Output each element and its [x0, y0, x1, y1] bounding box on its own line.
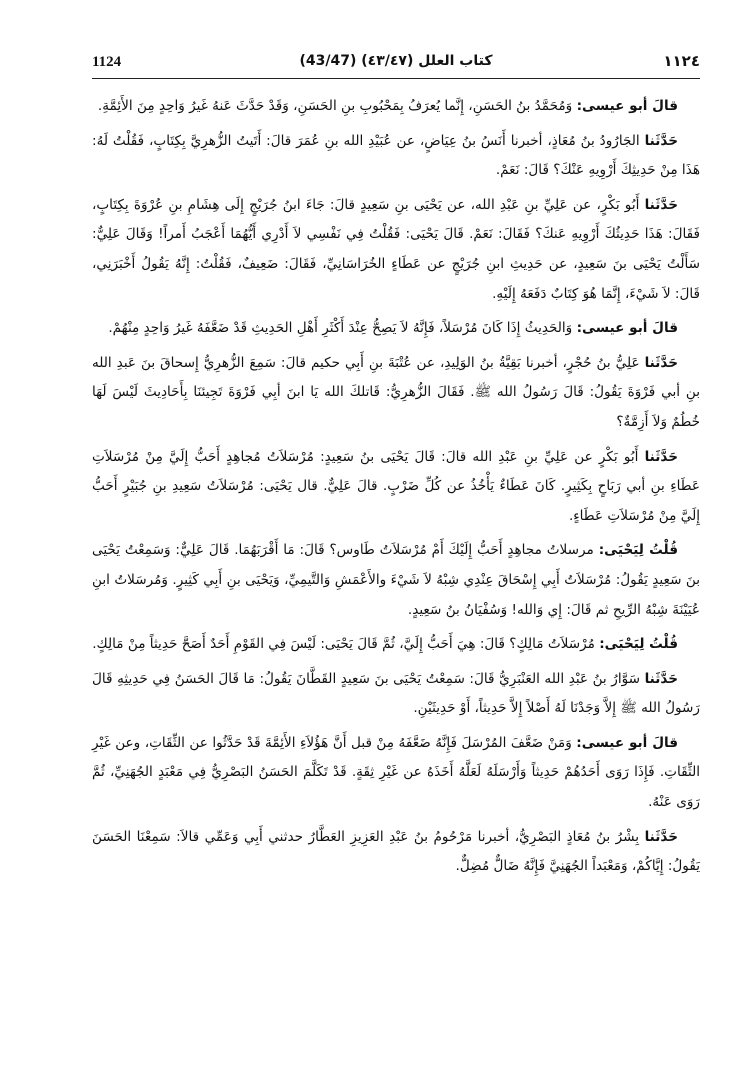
paragraph-text: أَبُو بَكْرٍ، عن عَلِيِّ بنِ عَبْدِ الله، عن يَحْيَى بنِ سَعِيدٍ قالَ: جَاءَ ابنُ جُرَيْجٍ إِلَى هِشَامِ بنِ عُرْوَةَ بِكِتَابٍ، فَقَالَ: هَذَا حَدِيثُكَ أَرْوِيهِ عَنكَ؟ فَقَالَ: نَعَمْ. قَالَ يَحْيَى: فَقُلْتُ فِي نَفْسِي لاَ أَدْرِي أَيُّهُمَا أَعْجَبُ أَمراً! وَقَالَ عَلِيٌّ: سَأَلْتُ يَحْيَى بنَ سَعِيدٍ، عن حَدِيثِ ابنِ جُرَيْجٍ عن عَطَاءٍ الخُرَاسَانِيِّ، فَقَالَ: ضَعِيفٌ، فَقُلْتُ: إِنَّهُ يَقُولُ أَخْبَرَنِي، قَالَ: لاَ شَيْءَ، إِنَّمَا هُوَ كِتَابٌ دَفَعَهُ إِلَيْهِ.	[92, 196, 700, 302]
paragraph-lead: قُلْتُ لِيَحْيَى:	[599, 636, 678, 653]
paragraph-lead: حَدَّثَنا	[644, 196, 678, 213]
page-header	[92, 52, 700, 79]
paragraph-text: وَمُحَمَّدُ بنُ الحَسَنِ، إِنَّما يُعرَفُ بِمَحْبُوبِ بنِ الحَسَنِ، وَقَدْ حَدَّثَ عَنهُ غَيرُ وَاحِدٍ مِنَ الأَئِمَّةِ.	[97, 98, 577, 114]
paragraph-text: وَمَنْ ضَعَّفَ المُرْسَلَ فَإِنَّهُ ضَعَّفَهُ مِنْ قبل أَنَّ هَؤُلاَءِ الأَئِمَّةَ قَدْ حَدَّثُوا عن الثِّقَاتِ، وعن غَيْرِ الثِّقَاتِ. فَإِذَا رَوَى أَحَدُهُمْ حَدِيثاً وَأَرْسَلَهُ لَعَلَّهُ أَخَذَهُ عن غَيْرِ ثِقَةٍ. قَدْ تَكَلَّمَ الحَسَنُ البَصْرِيُّ فِي مَعْبَدٍ الجُهَنِيِّ، ثُمَّ رَوَى عَنْهُ.	[92, 734, 700, 811]
paragraph-lead: قُلْتُ لِيَحْيَى:	[598, 542, 679, 559]
page-number-arabic: ١١٢٤	[663, 52, 700, 70]
running-title: (43/47) كتاب العلل (٤٣/٤٧)	[299, 53, 493, 69]
paragraph-text: الجَارُودُ بنُ مُعَاذٍ، أخبرنا أَنَسُ بنُ عِيَاضٍ، عن عُبَيْدِ الله بنِ عُمَرَ قالَ: أَتَيتُ الزُّهرِيَّ بِكِتَابٍ، فَقُلْتُ لَهُ: هَذَا مِنْ حَدِيثِكَ أَرْوِيهِ عَنْكَ؟ قَالَ: نَعَمْ.	[92, 132, 700, 179]
paragraph-text: أَبُو بَكْرٍ عن عَلِيِّ بنِ عَبْدِ الله قالَ: قَالَ يَحْيَى بنُ سَعِيدٍ: مُرْسَلاَتُ مُجاهِدٍ أَحَبُّ إِلَيَّ مِنْ مُرْسَلاَتِ عَطَاءِ بنِ أبي رَبَاحٍ بِكَثِيرٍ. كَانَ عَطَاءٌ يَأْخُذُ عن كُلِّ ضَرْبٍ. قالَ عَلِيٌّ. قال يَحْيَى: مُرْسَلاَتُ سَعِيدِ بنِ جُبَيْرٍ أَحَبُّ إِلَيَّ مِنْ مُرْسَلاَتِ عَطَاءٍ.	[92, 448, 700, 524]
paragraph-lead: حَدَّثَنا	[644, 670, 678, 687]
paragraph-text: وَالحَدِيثُ إِذَا كَانَ مُرْسَلاً، فَإِنَّهُ لاَ يَصِحُّ عِنْدَ أَكْثَرِ أَهْلِ الحَدِيثِ قَدْ ضَعَّفَهُ غَيرُ وَاحِدٍ مِنْهُمْ.	[108, 320, 577, 337]
paragraph	[92, 127, 700, 186]
paragraph-text: سَوَّارُ بنُ عَبْدِ الله العَنْبَرِيُّ قَالَ: سَمِعْتُ يَحْيَى بنَ سَعِيدٍ القَطَّانَ يَقُولُ: مَا قَالَ الحَسَنُ فِي حَدِيثِهِ قَالَ رَسُولُ الله ﷺ إِلاَّ وَجَدْنَا لَهُ أَصْلاً إِلاَّ حَدِيثاً، أَوْ حَدِيثَيْنِ.	[92, 670, 700, 717]
paragraph-text: مرسلاتُ مجاهِدٍ أَحَبُّ إِلَيْكَ أَمْ مُرْسَلاَتُ طَاوس؟ قَالَ: مَا أَقْرَبَهُمَا. قَالَ عَلِيٌّ: وَسَمِعْتُ يَحْيَى بنَ سَعِيدٍ يَقُولُ: مُرْسَلاَتُ أَبِي إِسْحَاقَ عِنْدِي شِبْهُ لاَ شَيْءَ والأَعْمَشِ وَالتَّيمِيِّ، وَيَحْيَى بنِ أَبِي كَثِيرٍ. وَمُرسَلاتُ ابنِ عُيَيْنَةَ شِبْهُ الرِّيحِ ثم قَالَ: إِي وَالله! وَسُفْيَانُ بنُ سَعِيدٍ.	[92, 542, 700, 618]
paragraph	[92, 443, 700, 532]
paragraph-text: مُرْسَلاَتُ مَالِكٍ؟ قَالَ: هِيَ أَحَبُّ إِلَيَّ، ثُمَّ قَالَ يَحْيَى: لَيْسَ فِي القَوْمِ أَحَدٌ أَصَحَّ حَدِيثاً مِنْ مَالِكٍ.	[92, 636, 600, 653]
paragraph	[92, 191, 700, 309]
paragraph	[92, 92, 700, 122]
page-number-latin: 1124	[92, 54, 122, 70]
paragraph-lead: قالَ أبو عيسى:	[576, 320, 678, 337]
paragraph-lead: حَدَّثَنا	[644, 132, 678, 149]
paragraph	[92, 349, 700, 438]
paragraph-text: بِشْرُ بنُ مُعَاذٍ البَصْرِيُّ، أخبرنا مَرْحُومُ بنُ عَبْدِ العَزِيزِ العَطَّارُ حدثني أَبِي وَعَمِّي قالاَ: سَمِعْنَا الحَسَنَ يَقُولُ: إِيَّاكُمْ، وَمَعْبَداً الجُهَنِيَّ فَإِنَّهُ ضَالٌّ مُضِلٌّ.	[92, 828, 700, 875]
page-body	[92, 92, 700, 887]
paragraph-lead: قالَ أبو عيسى:	[576, 734, 678, 751]
paragraph	[92, 314, 700, 344]
paragraph-lead: حَدَّثَنا	[644, 828, 678, 845]
paragraph-lead: حَدَّثَنا	[644, 354, 678, 371]
paragraph-lead: حَدَّثَنا	[644, 448, 678, 465]
paragraph-lead: قالَ أبو عيسى:	[576, 98, 678, 114]
paragraph-text: عَلِيُّ بنُ حُجْرٍ، أخبرنا بَقِيَّةُ بنُ الوَلِيدِ، عن عُتْبَةَ بنِ أَبِي حكيم قالَ: سَمِعَ الزُّهرِيُّ إِسحاقَ بنَ عَبدِ الله بنِ أبي فَرْوَةَ يَقُولُ: قَالَ رَسُولُ الله ﷺ. فَقَالَ الزُّهرِيُّ: قَاتلكَ الله يَا ابنَ أبِي فَرْوَةَ تَجِيئنَا بِأَحَادِيثَ لَيْسَ لَهَا خُطُمٌ وَلاَ أَزِمَّةٌ؟	[92, 354, 700, 430]
paragraph	[92, 823, 700, 882]
paragraph	[92, 536, 700, 625]
paragraph	[92, 729, 700, 818]
paragraph	[92, 665, 700, 724]
paragraph	[92, 630, 700, 660]
